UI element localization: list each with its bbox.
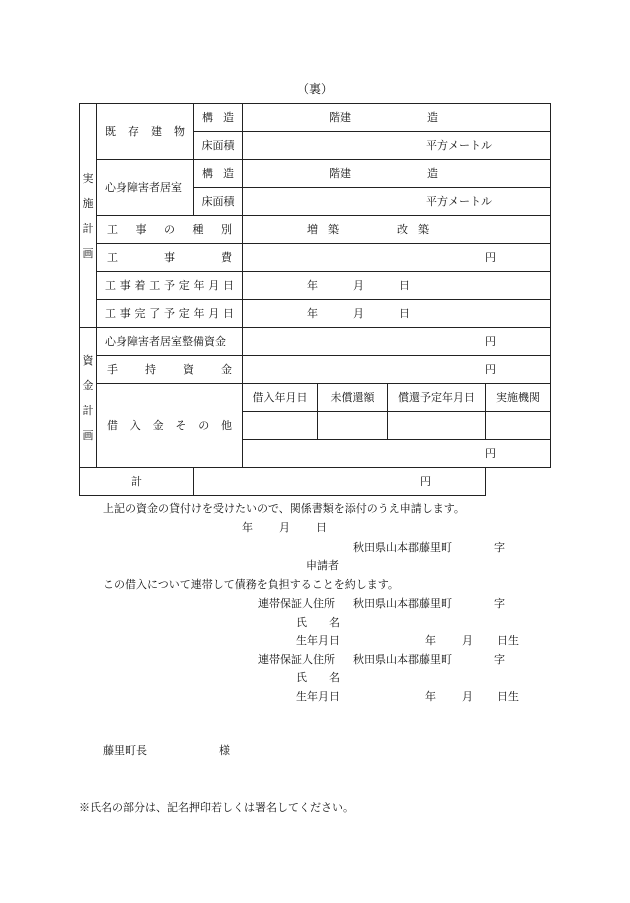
guarantor2-birth-date[interactable] xyxy=(425,688,519,704)
shinshin-kozo-suffix: 造 xyxy=(427,167,438,180)
applicant-address: 秋田県山本郡藤里町 xyxy=(353,541,452,554)
guarantor1-name-label: 氏 名 xyxy=(296,616,340,629)
shinshin-label: 心身障害者居室 xyxy=(97,160,194,216)
signature-note: ※氏名の部分は、記名押印若しくは署名してください。 xyxy=(79,801,354,814)
shinshin-yuka-label: 床面積 xyxy=(194,188,243,216)
total-label: 計 xyxy=(80,468,194,496)
kariire-institution-field[interactable] xyxy=(486,412,551,440)
guarantor2-address-label: 連帯保証人住所 xyxy=(258,653,335,666)
row-koji-hi xyxy=(80,244,551,272)
date-day: 日 xyxy=(316,521,327,534)
row-kariire-header xyxy=(80,384,551,412)
applicant-aza: 字 xyxy=(494,541,505,554)
kanryo-label: 工事完了予定年月日 xyxy=(97,300,243,328)
kison-yuka-label: 床面積 xyxy=(194,132,243,160)
koji-shubetsu-field[interactable] xyxy=(243,216,551,244)
kanryo-field[interactable] xyxy=(243,300,551,328)
guarantor1-birth-date[interactable] xyxy=(425,632,519,648)
row-total xyxy=(80,468,551,496)
row-kanryo xyxy=(80,300,551,328)
seibi-shikin-label: 心身障害者居室整備資金 xyxy=(97,328,243,356)
kison-yuka-field[interactable] xyxy=(243,132,551,160)
koji-shubetsu-label: 工事の種別 xyxy=(97,216,243,244)
kanryo-month: 月 xyxy=(353,307,364,320)
shinshin-kozo-field[interactable] xyxy=(243,160,551,188)
kison-kozo-floor: 階建 xyxy=(329,111,351,124)
row-koji-shubetsu xyxy=(80,216,551,244)
guarantor2-name-label: 氏 名 xyxy=(296,671,340,684)
chakko-label: 工事着工予定年月日 xyxy=(97,272,243,300)
guarantor1-birth-month: 月 xyxy=(462,634,473,647)
row-chakko xyxy=(80,272,551,300)
chakko-day: 日 xyxy=(399,279,410,292)
temochi-unit: 円 xyxy=(485,363,496,376)
total-field[interactable] xyxy=(194,468,486,496)
seibi-shikin-field[interactable] xyxy=(243,328,551,356)
guarantor2-birth-year: 年 xyxy=(425,690,436,703)
kariire-balance-field[interactable] xyxy=(318,412,388,440)
total-unit: 円 xyxy=(420,475,431,488)
row-kison-kozo xyxy=(80,104,551,132)
chakko-field[interactable] xyxy=(243,272,551,300)
row-seibi-shikin xyxy=(80,328,551,356)
guarantor1-aza: 字 xyxy=(494,597,505,610)
kariire-unit: 円 xyxy=(485,447,496,460)
date-month: 月 xyxy=(279,521,290,534)
guarantor1-birth-year: 年 xyxy=(425,634,436,647)
addressee-title: 藤里町長 xyxy=(103,744,147,757)
guarantor2-birth-day: 日生 xyxy=(497,690,519,703)
page-title: （裏） xyxy=(296,82,333,96)
guarantor1-birth-day: 日生 xyxy=(497,634,519,647)
koji-hi-label: 工事費 xyxy=(97,244,243,272)
guarantor2-birth-month: 月 xyxy=(462,690,473,703)
guarantor1-address-label: 連帯保証人住所 xyxy=(258,597,335,610)
addressee-sama: 様 xyxy=(219,744,230,757)
kariire-date-field[interactable] xyxy=(243,412,318,440)
application-statement: 上記の資金の貸付けを受けたいので、関係書類を添付のうえ申請します。 xyxy=(103,502,465,515)
applicant-label: 申請者 xyxy=(306,559,339,572)
temochi-field[interactable] xyxy=(243,356,551,384)
kariire-header-balance: 未償還額 xyxy=(318,384,388,412)
koji-shubetsu-opt2[interactable]: 改築 xyxy=(397,223,439,236)
seibi-shikin-unit: 円 xyxy=(485,335,496,348)
guarantor2-address: 秋田県山本郡藤里町 xyxy=(353,653,452,666)
kariire-header-institution: 実施機関 xyxy=(486,384,551,412)
application-form-table xyxy=(79,103,551,496)
row-shinshin-kozo xyxy=(80,160,551,188)
koji-hi-field[interactable] xyxy=(243,244,551,272)
date-year: 年 xyxy=(242,521,253,534)
chakko-month: 月 xyxy=(353,279,364,292)
shinshin-yuka-unit: 平方メートル xyxy=(426,195,492,208)
row-temochi xyxy=(80,356,551,384)
kariire-repay-date-field[interactable] xyxy=(388,412,486,440)
shinshin-kozo-label: 構造 xyxy=(194,160,243,188)
guarantor1-birth-label: 生年月日 xyxy=(296,634,340,647)
koji-hi-unit: 円 xyxy=(485,251,496,264)
guarantee-statement: この借入について連帯して債務を負担することを約します。 xyxy=(103,578,399,591)
chakko-year: 年 xyxy=(307,279,318,292)
kison-label: 既存建物 xyxy=(97,104,194,160)
guarantor2-aza: 字 xyxy=(494,653,505,666)
kanryo-day: 日 xyxy=(399,307,410,320)
kariire-total-field[interactable] xyxy=(243,440,551,468)
koji-shubetsu-opt1[interactable]: 増築 xyxy=(307,223,349,236)
kison-kozo-suffix: 造 xyxy=(427,111,438,124)
kanryo-year: 年 xyxy=(307,307,318,320)
kariire-header-date: 借入年月日 xyxy=(243,384,318,412)
kison-kozo-label: 構造 xyxy=(194,104,243,132)
kariire-header-repay-date: 償還予定年月日 xyxy=(388,384,486,412)
guarantor1-address: 秋田県山本郡藤里町 xyxy=(353,597,452,610)
guarantor2-birth-label: 生年月日 xyxy=(296,690,340,703)
shinshin-yuka-field[interactable] xyxy=(243,188,551,216)
kariire-label: 借入金その他 xyxy=(97,384,243,468)
application-date[interactable] xyxy=(242,519,327,535)
section-label-shikin-keikaku: 資 金 計 画 xyxy=(80,328,97,468)
shinshin-kozo-floor: 階建 xyxy=(329,167,351,180)
section-label-jisshi-keikaku: 実 施 計 画 xyxy=(80,104,97,328)
kison-yuka-unit: 平方メートル xyxy=(426,139,492,152)
temochi-label: 手持資金 xyxy=(97,356,243,384)
kison-kozo-field[interactable] xyxy=(243,104,551,132)
